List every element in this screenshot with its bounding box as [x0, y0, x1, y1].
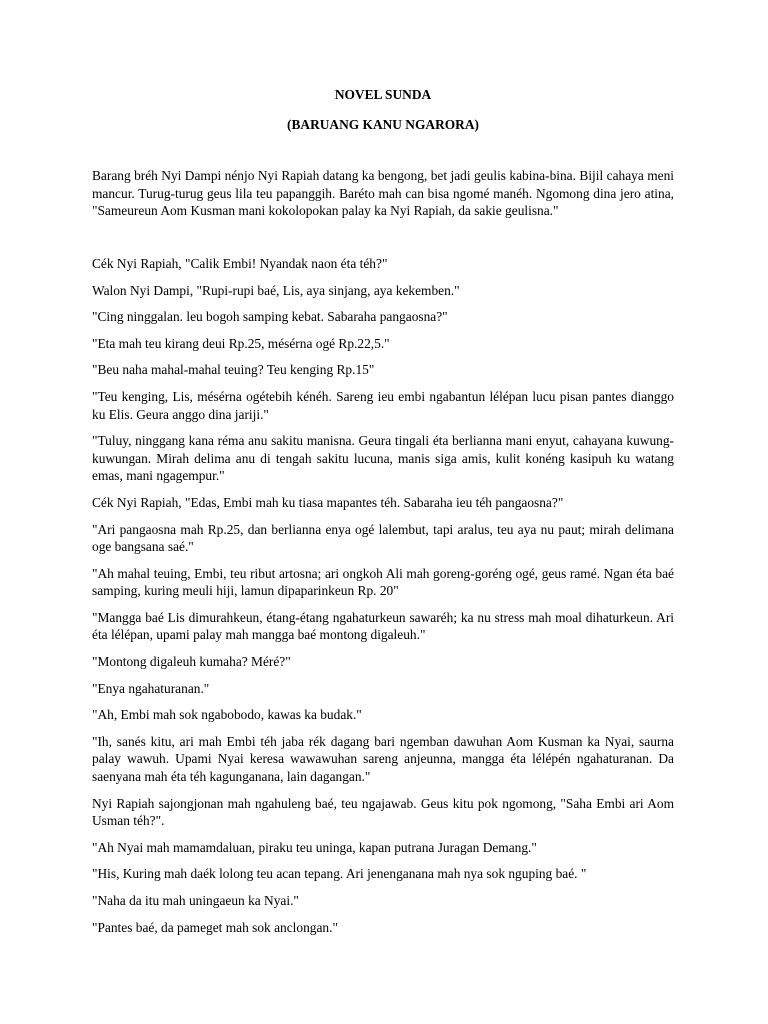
paragraph: "Enya ngahaturanan." — [92, 680, 210, 696]
paragraph: "His, Kuring mah daék lolong teu acan tepang. Ari jenenganana mah nya sok nguping baé. " — [92, 866, 587, 882]
document-page — [92, 86, 674, 945]
paragraph: Cék Nyi Rapiah, "Edas, Embi mah ku tiasa mapantes téh. Sabaraha ieu téh pangaosna?" — [92, 494, 564, 510]
paragraph: Nyi Rapiah sajongjonan mah ngahuleng baé, teu ngajawab. Geus kitu pok ngomong, "Saha Embi ari Aom Usman téh?". — [92, 795, 674, 829]
paragraph: "Mangga baé Lis dimurahkeun, étang-étang ngahaturkeun sawaréh; ka nu stress mah moal dihaturkeun. Ari éta lélépan, upami palay mah mangga baé montong digaleuh." — [92, 609, 674, 643]
paragraph: Walon Nyi Dampi, "Rupi-rupi baé, Lis, aya sinjang, aya kekemben." — [92, 282, 460, 298]
paragraph: "Ah mahal teuing, Embi, teu ribut artosna; ari ongkoh Ali mah goreng-goréng ogé, geus ramé. Ngan éta baé samping, kuring meuli hiji, lamun dipaparinkeun Rp. 20" — [92, 565, 674, 599]
paragraph: Cék Nyi Rapiah, "Calik Embi! Nyandak naon éta téh?" — [92, 255, 388, 271]
paragraph: "Cing ninggalan. leu bogoh samping kebat. Sabaraha pangaosna?" — [92, 309, 448, 325]
paragraph: "Ari pangaosna mah Rp.25, dan berlianna enya ogé lalembut, tapi aralus, teu aya nu paut; mirah delimana oge bangsana saé." — [92, 521, 674, 555]
paragraph: "Beu naha mahal-mahal teuing? Teu kenging Rp.15" — [92, 362, 375, 378]
paragraph: "Ih, sanés kitu, ari mah Embi téh jaba rék dagang bari ngemban dawuhan Aom Kusman ka Nyai, saurna palay wawuh. Upami Nyai keresa wawawuhan sareng anjeunna, mangga éta lélépén ngahaturanan. Da saenyana mah éta téh kagunganana, lain dagangan." — [92, 733, 674, 785]
paragraph-intro: Barang bréh Nyi Dampi nénjo Nyi Rapiah datang ka bengong, bet jadi geulis kabina-bina. Bijil cahaya meni mancur. Turug-turug geus lila teu papanggih. Baréto mah can bisa ngomé manéh. Ngomong dina jero atina, "Sameureun Aom Kusman mani kokolopokan palay ka Nyi Rapiah, da sakie geulisna." — [92, 168, 674, 219]
paragraph: "Teu kenging, Lis, mésérna ogétebih kénéh. Sareng ieu embi ngabantun lélépan lucu pisan pantes dianggo ku Elis. Geura anggo dina jariji." — [92, 388, 674, 422]
paragraph: "Tuluy, ninggang kana réma anu sakitu manisna. Geura tingali éta berlianna mani enyut, cahayana kuwung-kuwungan. Mirah delima anu di tengah sakitu lucuna, manis siga amis, kulit konéng kasipuh ku watang emas, mani ngagempur." — [92, 433, 674, 484]
paragraph: "Ah Nyai mah mamamdaluan, piraku teu uninga, kapan putrana Juragan Demang." — [92, 839, 537, 855]
page-title: NOVEL SUNDA — [334, 87, 432, 102]
paragraph: "Ah, Embi mah sok ngabobodo, kawas ka budak." — [92, 707, 362, 723]
page-subtitle: (BARUANG KANU NGARORA) — [287, 116, 479, 132]
paragraph: "Pantes baé, da pameget mah sok anclongan." — [92, 919, 338, 935]
paragraph: "Naha da itu mah uningaeun ka Nyai." — [92, 893, 299, 908]
paragraph: "Eta mah teu kirang deui Rp.25, mésérna ogé Rp.22,5." — [92, 335, 390, 351]
paragraph: "Montong digaleuh kumaha? Méré?" — [92, 654, 291, 670]
